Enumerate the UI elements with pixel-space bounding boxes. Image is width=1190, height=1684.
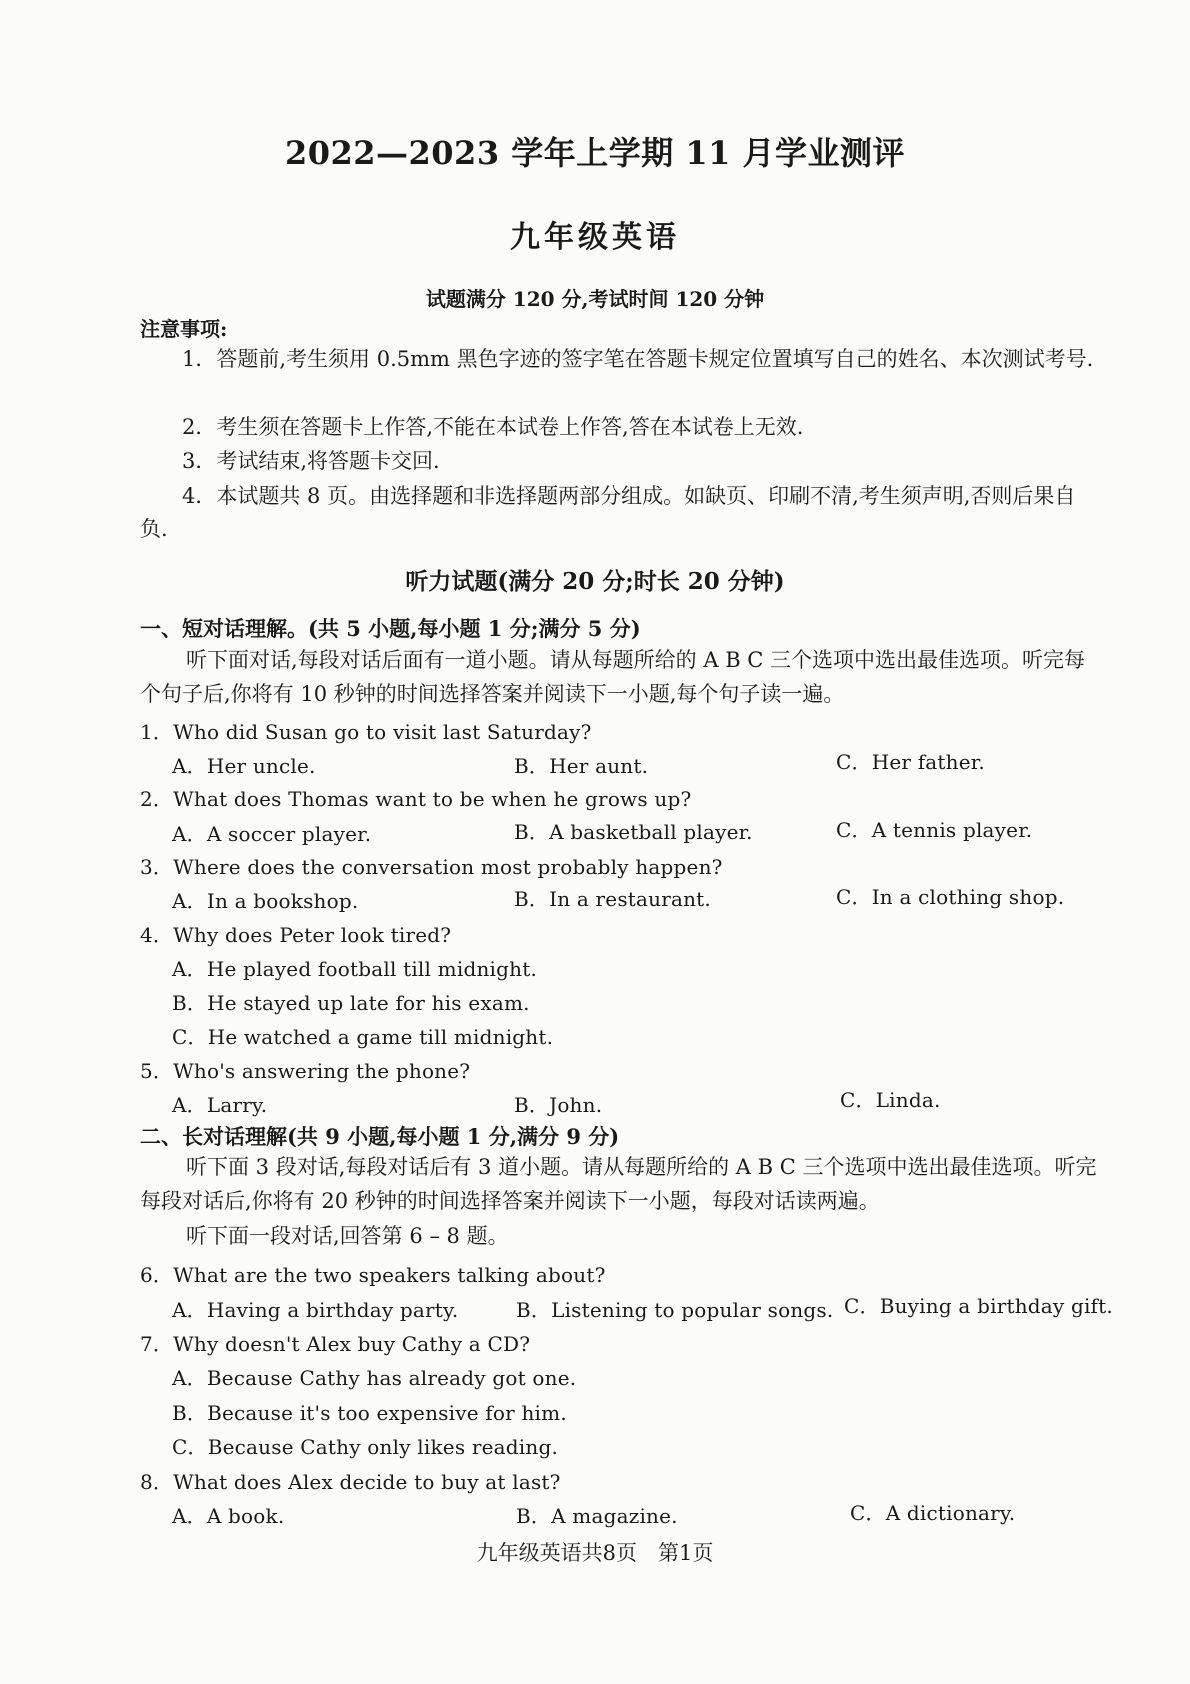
option-c: C．A tennis player. (836, 818, 1033, 842)
option-b: B．Her aunt. (514, 754, 649, 778)
option-b: B．A magazine. (516, 1504, 678, 1528)
question: 8．What does Alex decide to buy at last? (140, 1470, 561, 1494)
option-c: C．Buying a birthday gift. (844, 1294, 1113, 1318)
option-a: A．A soccer player. (172, 822, 372, 846)
option-c: C．In a clothing shop. (836, 885, 1065, 909)
note-item: 4．本试题共 8 页。由选择题和非选择题两部分组成。如缺页、印刷不清,考生须声明,否则后果自负. (140, 484, 1076, 541)
note-item: 1．答题前,考生须用 0.5mm 黑色字迹的签字笔在答题卡规定位置填写自己的姓名、本次测试考号. (182, 347, 1094, 371)
question: 5．Who's answering the phone? (140, 1059, 471, 1083)
question: 1．Who did Susan go to visit last Saturday? (140, 720, 592, 744)
part2-title: 二、长对话理解(共 9 小题,每小题 1 分,满分 9 分) (140, 1124, 620, 1149)
option-b: B．In a restaurant. (514, 887, 711, 911)
part2-sub-instruction: 听下面一段对话,回答第 6 – 8 题。 (186, 1224, 509, 1248)
question: 7．Why doesn't Alex buy Cathy a CD? (140, 1332, 531, 1356)
option-a: A．He played football till midnight. (172, 957, 537, 981)
exam-subject: 九年级英语 (510, 220, 680, 255)
option-c: C．Her father. (836, 750, 985, 774)
notes-title: 注意事项: (140, 317, 228, 341)
option-b: B．He stayed up late for his exam. (172, 991, 530, 1015)
option-c: C．He watched a game till midnight. (172, 1025, 554, 1049)
note-item: 3．考试结束,将答题卡交回. (182, 449, 440, 473)
part1-title: 一、短对话理解。(共 5 小题,每小题 1 分;满分 5 分) (140, 616, 641, 641)
option-a: A．A book. (172, 1504, 285, 1528)
option-b: B．A basketball player. (514, 820, 753, 844)
option-c: C．A dictionary. (850, 1501, 1016, 1525)
option-c: C．Linda. (840, 1088, 941, 1112)
option-a: A．Her uncle. (172, 754, 316, 778)
note-item: 2．考生须在答题卡上作答,不能在本试卷上作答,答在本试卷上无效. (182, 415, 804, 439)
option-a: A．Because Cathy has already got one. (172, 1366, 577, 1390)
option-a: A．Having a birthday party. (172, 1298, 459, 1322)
option-c: C．Because Cathy only likes reading. (172, 1435, 559, 1459)
listening-heading: 听力试题(满分 20 分;时长 20 分钟) (405, 568, 785, 595)
part1-instruction: 听下面对话,每段对话后面有一道小题。请从每题所给的 A B C 三个选项中选出最佳选项。听完每个句子后,你将有 10 秒钟的时间选择答案并阅读下一小题,每个句子读一遍。 (140, 648, 1086, 706)
option-b: B．John. (514, 1093, 603, 1117)
option-b: B．Because it's too expensive for him. (172, 1401, 567, 1425)
option-a: A．In a bookshop. (172, 889, 359, 913)
page-footer: 九年级英语共8页 第1页 (476, 1541, 714, 1565)
part2-instruction: 听下面 3 段对话,每段对话后有 3 道小题。请从每题所给的 A B C 三个选项中选出最佳选项。听完每段对话后,你将有 20 秒钟的时间选择答案并阅读下一小题，每段对话读两遍。 (140, 1155, 1097, 1213)
option-b: B．Listening to popular songs. (516, 1298, 834, 1322)
option-a: A．Larry. (172, 1093, 268, 1117)
question: 2．What does Thomas want to be when he grows up? (140, 787, 692, 811)
exam-title: 2022—2023 学年上学期 11 月学业测评 (284, 134, 906, 172)
question: 6．What are the two speakers talking about? (140, 1263, 606, 1287)
question: 3．Where does the conversation most probably happen? (140, 855, 723, 879)
exam-meta: 试题满分 120 分,考试时间 120 分钟 (425, 287, 765, 311)
question: 4．Why does Peter look tired? (140, 923, 452, 947)
